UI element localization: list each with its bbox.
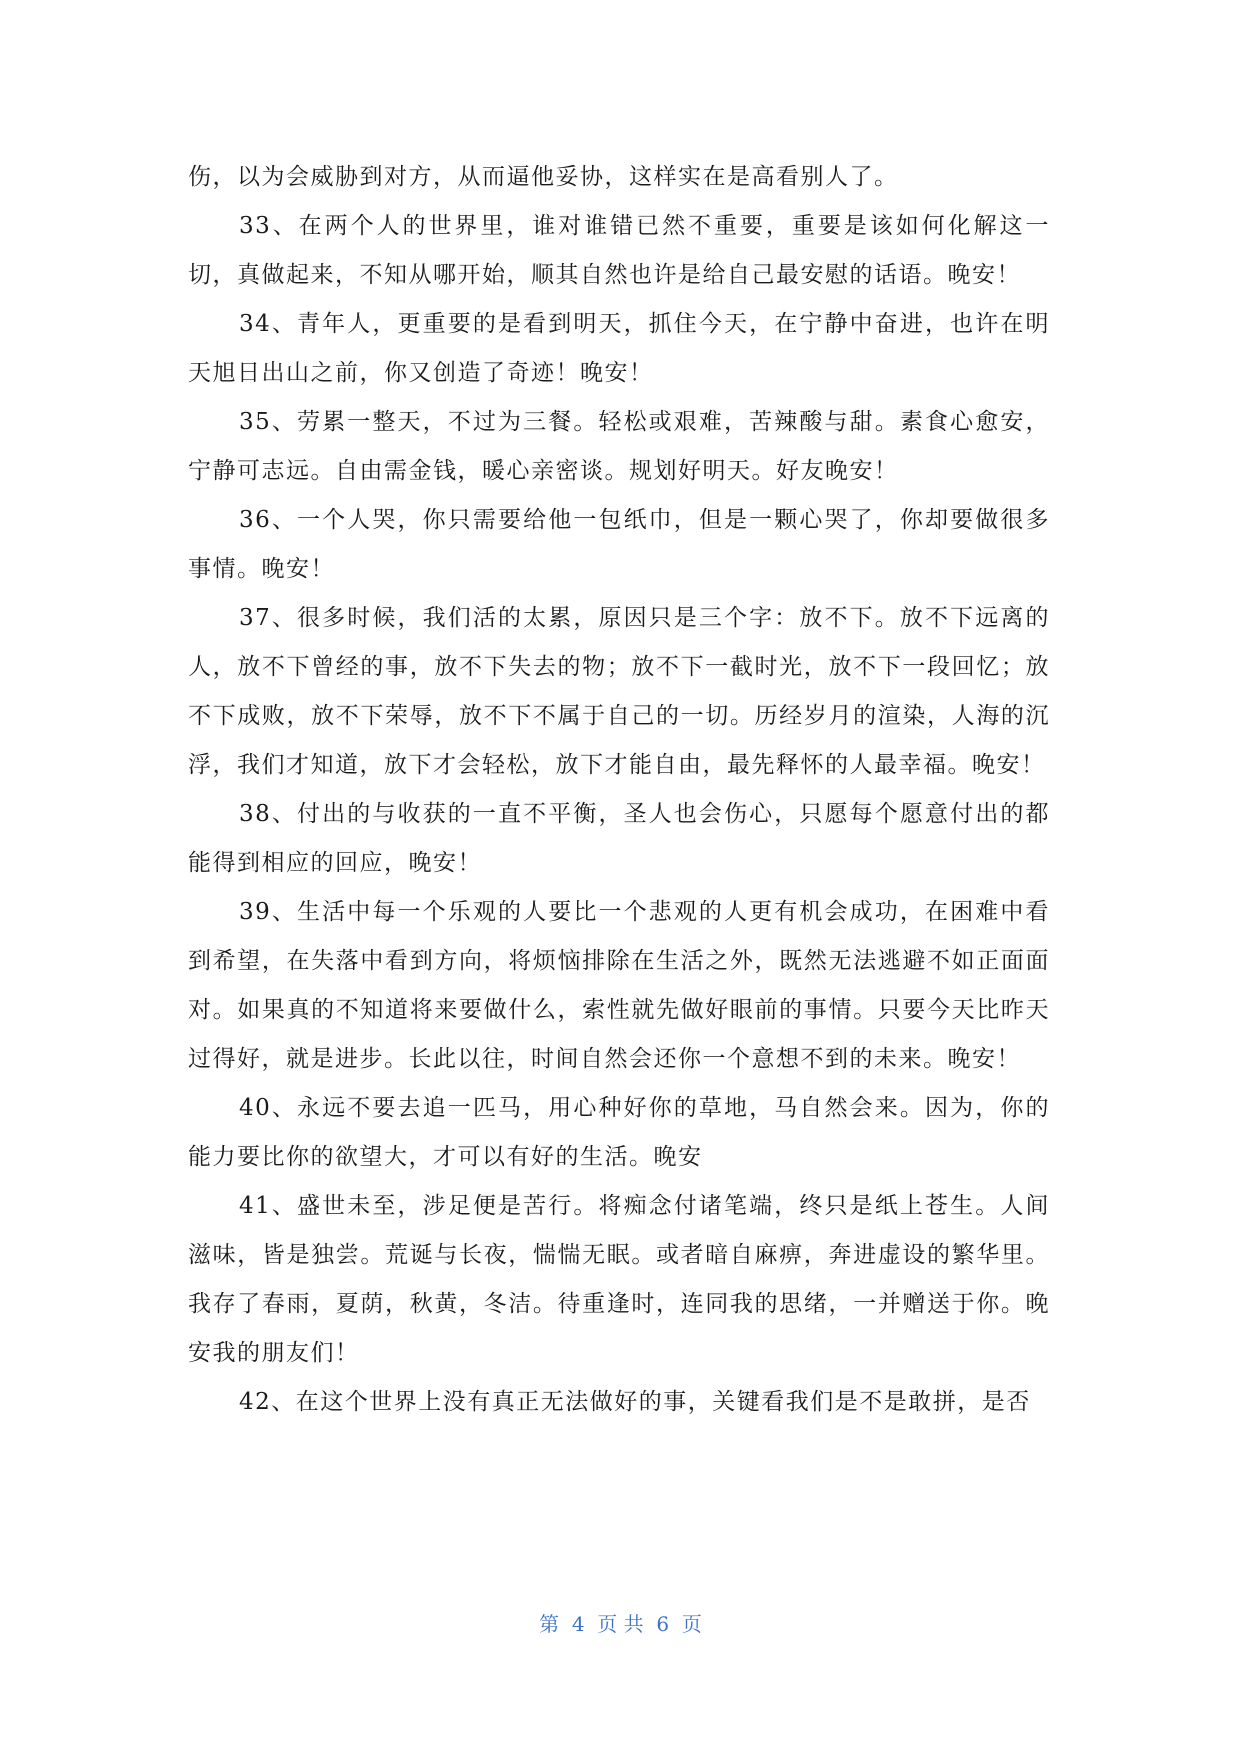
paragraph-38: 38、付出的与收获的一直不平衡，圣人也会伤心，只愿每个愿意付出的都能得到相应的回应，晚安！ [188,801,1050,876]
paragraph-34: 34、青年人，更重要的是看到明天，抓住今天，在宁静中奋进，也许在明天旭日出山之前，你又创造了奇迹！晚安！ [188,311,1050,386]
paragraph-42: 42、在这个世界上没有真正无法做好的事，关键看我们是不是敢拼，是否 [239,1389,1031,1415]
paragraph-continuation: 伤，以为会威胁到对方，从而逼他妥协，这样实在是高看别人了。 [188,164,899,190]
paragraph-40: 40、永远不要去追一匹马，用心种好你的草地，马自然会来。因为，你的能力要比你的欲望大，才可以有好的生活。晚安 [188,1095,1050,1170]
page-number-footer: 第 4 页 共 6 页 [539,1612,702,1636]
paragraph-41: 41、盛世未至，涉足便是苦行。将痴念付诸笔端，终只是纸上苍生。人间滋味，皆是独尝。荒诞与长夜，惴惴无眠。或者暗自麻痹，奔进虚设的繁华里。我存了春雨，夏荫，秋黄，冬洁。待重逢时，连同我的思绪，一并赠送于你。晚安我的朋友们！ [188,1193,1050,1366]
paragraph-36: 36、一个人哭，你只需要给他一包纸巾，但是一颗心哭了，你却要做很多事情。晚安！ [188,507,1050,582]
paragraph-39: 39、生活中每一个乐观的人要比一个悲观的人更有机会成功，在困难中看到希望，在失落中看到方向，将烦恼排除在生活之外，既然无法逃避不如正面面对。如果真的不知道将来要做什么，索性就先做好眼前的事情。只要今天比昨天过得好，就是进步。长此以往，时间自然会还你一个意想不到的未来。晚安！ [188,899,1050,1072]
paragraph-33: 33、在两个人的世界里，谁对谁错已然不重要，重要是该如何化解这一切，真做起来，不知从哪开始，顺其自然也许是给自己最安慰的话语。晚安！ [188,213,1050,288]
paragraph-35: 35、劳累一整天，不过为三餐。轻松或艰难，苦辣酸与甜。素食心愈安，宁静可志远。自由需金钱，暖心亲密谈。规划好明天。好友晚安！ [188,409,1050,484]
paragraph-37: 37、很多时候，我们活的太累，原因只是三个字：放不下。放不下远离的人，放不下曾经的事，放不下失去的物；放不下一截时光，放不下一段回忆；放不下成败，放不下荣辱，放不下不属于自己的一切。历经岁月的渲染，人海的沉浮，我们才知道，放下才会轻松，放下才能自由，最先释怀的人最幸福。晚安！ [188,605,1050,778]
document-body [188,153,1050,1427]
